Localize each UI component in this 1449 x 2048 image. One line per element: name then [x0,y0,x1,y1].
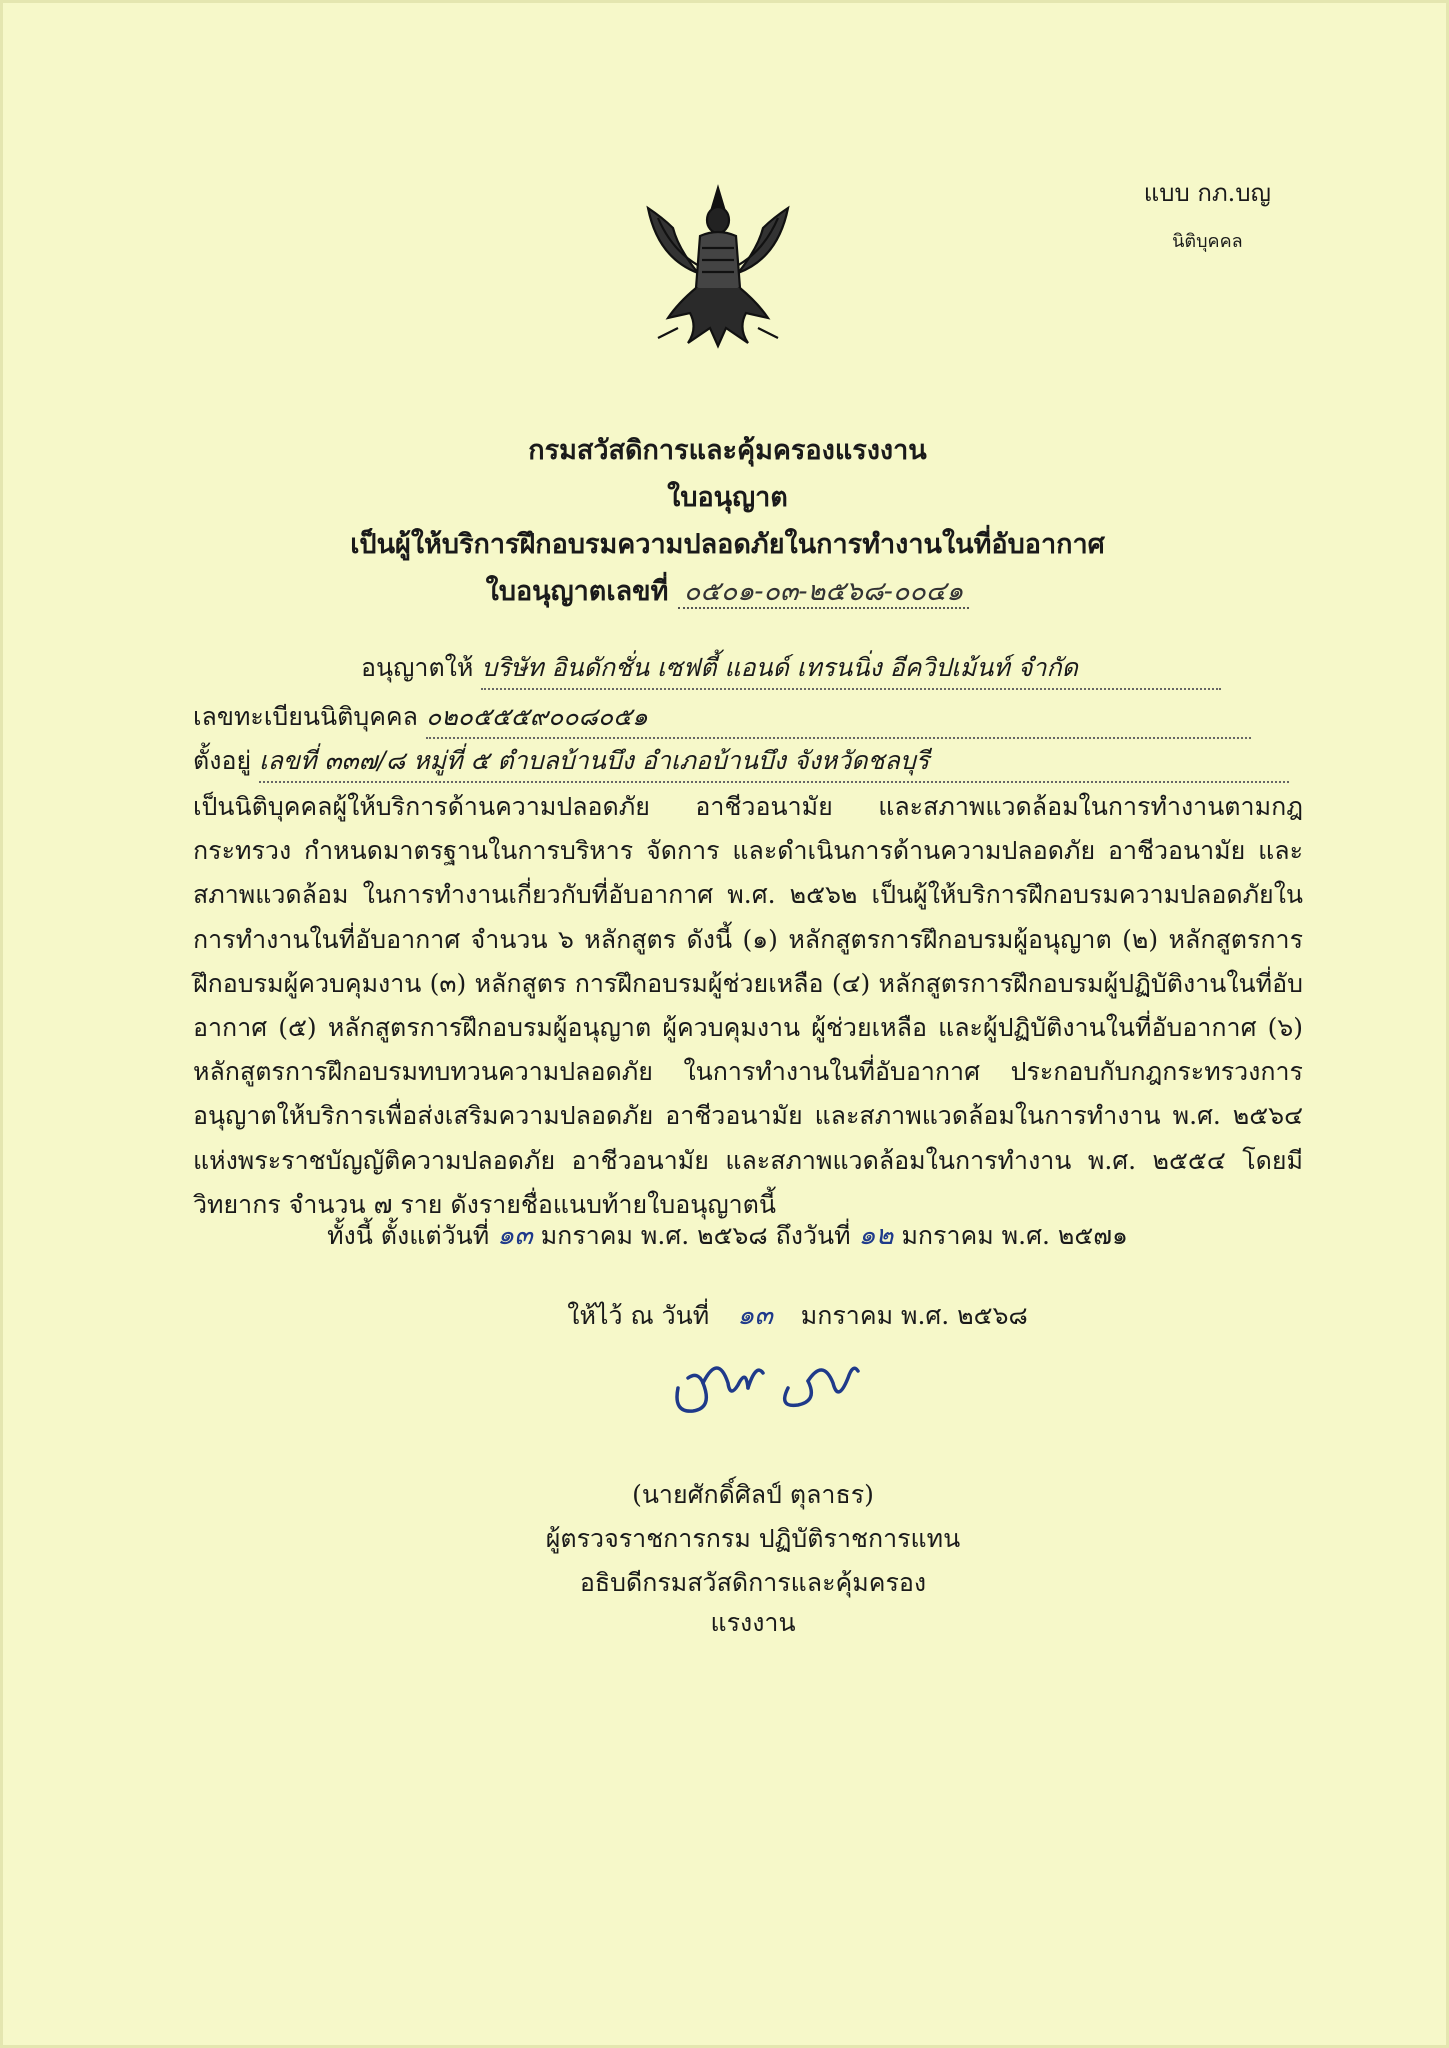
grantee-label: อนุญาตให้ [361,653,474,682]
grantee-row [193,648,1303,690]
document-title: ใบอนุญาต [667,482,788,513]
garuda-emblem-icon [618,178,818,358]
license-body-paragraph: เป็นนิติบุคคลผู้ให้บริการด้านความปลอดภัย อาชีวอนามัย และสภาพแวดล้อมในการทำงานตามกฎกระทรวง กำหนดมาตรฐานในการบริหาร จัดการ และดำเนินการด้านความปลอดภัย อาชีวอนามัย และสภาพแวดล้อม ในการทำงานเกี่ยวกับที่อับอากาศ พ.ศ. ๒๕๖๒ เป็นผู้ให้บริการฝึกอบรมความปลอดภัยในการทำงานในที่อับอากาศ จำนวน ๖ หลักสูตร ดังนี้ (๑) หลักสูตรการฝึกอบรมผู้อนุญาต (๒) หลักสูตรการฝึกอบรมผู้ควบคุมงาน (๓) หลักสูตร การฝึกอบรมผู้ช่วยเหลือ (๔) หลักสูตรการฝึกอบรมผู้ปฏิบัติงานในที่อับอากาศ (๕) หลักสูตรการฝึกอบรมผู้อนุญาต ผู้ควบคุมงาน ผู้ช่วยเหลือ และผู้ปฏิบัติงานในที่อับอากาศ (๖) หลักสูตรการฝึกอบรมทบทวนความปลอดภัย ในการทำงานในที่อับอากาศ ประกอบกับกฎกระทรวงการอนุญาตให้บริการเพื่อส่งเสริมความปลอดภัย อาชีวอนามัย และสภาพแวดล้อมในการทำงาน พ.ศ. ๒๕๖๔ แห่งพระราชบัญญัติความปลอดภัย อาชีวอนามัย และสภาพแวดล้อมในการทำงาน พ.ศ. ๒๕๕๔ โดยมีวิทยากร จำนวน ๗ ราย ดังรายชื่อแนบท้ายใบอนุญาตนี้ [193,792,1303,1219]
handwritten-signature [668,1343,868,1423]
form-code [1144,173,1271,255]
grantee-name-text: บริษัท อินดักชั่น เซฟตี้ แอนด์ เทรนนิ่ง อีควิปเม้นท์ จำกัด [481,653,1078,682]
signatory-name: (นายศักดิ์ศิลป์ ตุลาธร) [632,1480,874,1509]
signatory-position-2: อธิบดีกรมสวัสดิการและคุ้มครองแรงงาน [579,1568,927,1637]
registration-number-text: ๐๒๐๕๕๕๙๐๐๘๐๕๑ [425,702,648,731]
registration-label: เลขทะเบียนนิติบุคคล [193,702,418,731]
issued-day: ๑๓ [737,1300,773,1331]
issued-prefix: ให้ไว้ ณ วันที่ [567,1301,710,1330]
validity-end-rest: มกราคม พ.ศ. ๒๕๗๑ [901,1221,1128,1250]
form-type-label: นิติบุคคล [1172,231,1243,252]
signatory-position-1: ผู้ตรวจราชการกรม ปฏิบัติราชการแทน [545,1524,961,1553]
license-number-line [3,569,1449,612]
validity-prefix: ทั้งนี้ ตั้งแต่วันที่ [327,1221,490,1250]
issued-line [73,1293,1449,1336]
license-number: ๐๕๐๑-๐๓-๒๕๖๘-๐๐๔๑ [678,576,970,609]
address-value [259,741,1289,783]
validity-end-day: ๑๒ [858,1220,894,1251]
registration-number [426,697,1251,739]
issued-rest: มกราคม พ.ศ. ๒๕๖๘ [800,1301,1028,1330]
license-purpose: เป็นผู้ให้บริการฝึกอบรมความปลอดภัยในการทำงานในที่อับอากาศ [350,529,1105,560]
validity-start-rest: มกราคม พ.ศ. ๒๕๖๘ ถึงวันที่ [540,1221,851,1250]
form-code-label: แบบ กภ.บญ [1143,179,1271,207]
validity-line [3,1213,1449,1256]
grantee-name [481,648,1221,690]
license-number-label: ใบอนุญาตเลขที่ [485,576,669,607]
department-title: กรมสวัสดิการและคุ้มครองแรงงาน [528,435,927,466]
registration-row [193,697,1303,739]
address-row [193,741,1303,783]
validity-start-day: ๑๓ [497,1220,533,1251]
address-label: ตั้งอยู่ [193,746,252,775]
address-text: เลขที่ ๓๓๗/๘ หมู่ที่ ๕ ตำบลบ้านบึง อำเภอบ้านบึง จังหวัดชลบุรี [259,746,930,775]
